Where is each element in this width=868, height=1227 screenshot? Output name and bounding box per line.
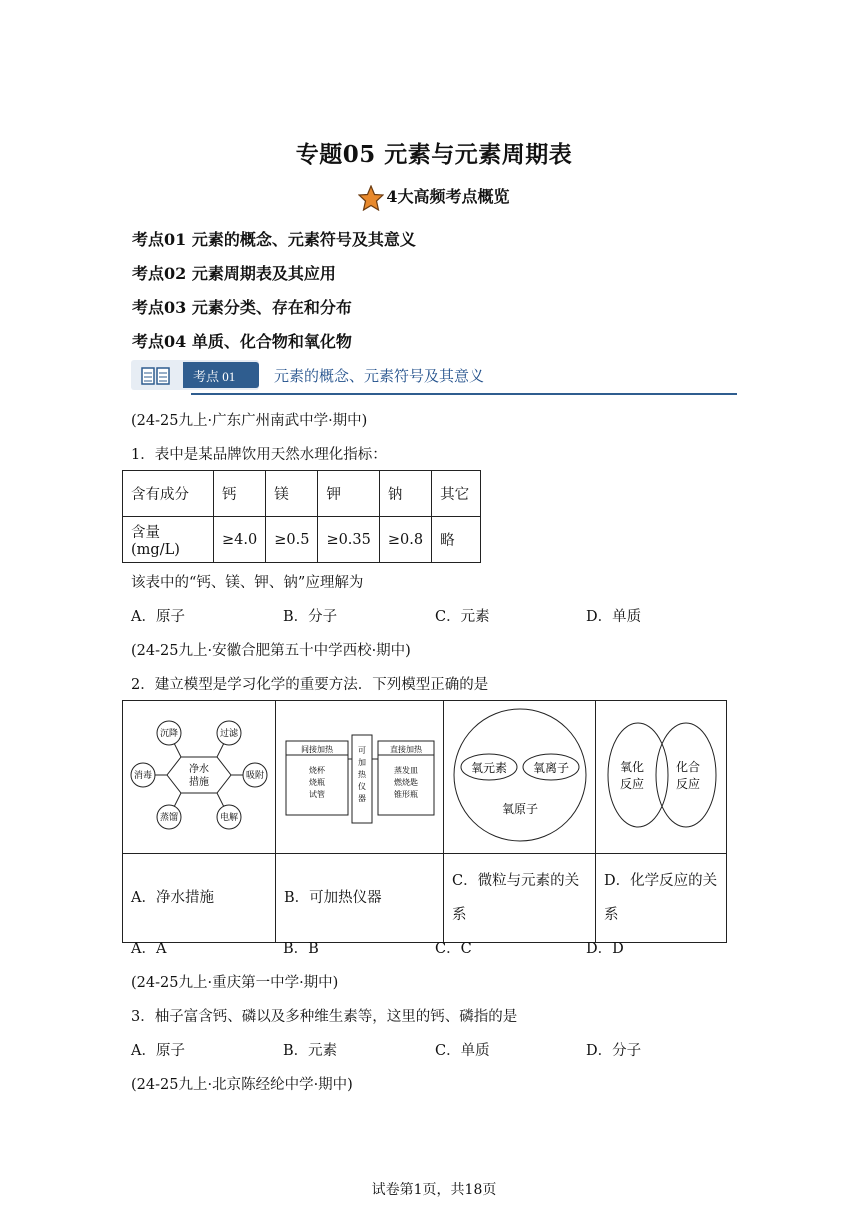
page-footer: 试卷第1页，共18页 <box>371 1182 497 1198</box>
diagram-a-node: 吸附 <box>245 771 265 781</box>
caption-b: B．可加热仪器 <box>276 854 444 943</box>
table-row <box>123 854 727 943</box>
diagram-d-right-1: 化合 <box>675 760 701 774</box>
q3-option-a[interactable]: A．原子 <box>131 1043 185 1059</box>
caption-c: C．微粒与元素的关系 <box>444 854 596 943</box>
diagram-b-right-item-3: 锥形瓶 <box>394 790 418 799</box>
q2-stem: 2．建立模型是学习化学的重要方法．下列模型正确的是 <box>131 677 489 693</box>
diagram-c-left: 氧元素 <box>470 761 508 775</box>
table-cell: 含有成分 <box>123 471 214 517</box>
table-cell: ≥0.8 <box>379 517 431 563</box>
diagram-b-right-item-2: 燃烧匙 <box>394 778 418 787</box>
table-cell: 镁 <box>266 471 318 517</box>
diagram-b-right-item-1: 蒸发皿 <box>394 766 418 775</box>
diagram-d-left-2: 反应 <box>619 777 645 791</box>
q2-option-d[interactable]: D．D <box>586 941 624 957</box>
star-icon <box>358 185 384 211</box>
q1-source: (24-25九上·广东广州南武中学·期中) <box>131 413 368 429</box>
table-cell: 略 <box>432 517 481 563</box>
diagram-a-cell <box>123 701 276 854</box>
kaodian-3: 考点03 元素分类、存在和分布 <box>132 298 352 317</box>
book-icon <box>141 367 171 385</box>
page-title: 专题05 元素与元素周期表 <box>295 141 573 168</box>
diagram-c-cell <box>444 701 596 854</box>
diagram-b-middle-char: 可 <box>358 746 366 755</box>
table-cell: 其它 <box>432 471 481 517</box>
diagram-d-right-2: 反应 <box>675 777 701 791</box>
caption-a: A．净水措施 <box>123 854 276 943</box>
overview-subtitle <box>0 184 868 211</box>
kaodian-2: 考点02 元素周期表及其应用 <box>132 264 336 283</box>
diagram-b-middle-char: 器 <box>358 794 366 803</box>
table-cell: ≥0.5 <box>266 517 318 563</box>
q1-followup: 该表中的“钙、镁、钾、钠”应理解为 <box>131 575 364 591</box>
diagram-d-left-1: 氧化 <box>619 760 645 774</box>
diagram-b-left-item-3: 试管 <box>309 790 325 799</box>
q3-option-b[interactable]: B．元素 <box>283 1043 338 1059</box>
q2-option-a[interactable]: A．A <box>131 941 167 957</box>
diagram-b-cell <box>276 701 444 854</box>
q1-option-a[interactable]: A．原子 <box>131 609 185 625</box>
diagram-c-bottom: 氧原子 <box>501 802 539 816</box>
q2-table <box>122 700 727 943</box>
diagram-b <box>276 701 443 849</box>
q1-table <box>122 470 481 563</box>
diagram-a-center-2: 措施 <box>189 777 209 788</box>
diagram-b-right-title: 直接加热 <box>390 745 422 754</box>
table-row <box>123 701 727 854</box>
q3-option-c[interactable]: C．单质 <box>435 1043 490 1059</box>
banner-heading: 元素的概念、元素符号及其意义 <box>274 367 485 385</box>
diagram-b-left-item-1: 烧杯 <box>309 766 325 775</box>
q1-option-c[interactable]: C．元素 <box>435 609 490 625</box>
table-cell: 钠 <box>379 471 431 517</box>
diagram-b-middle-char: 仪 <box>358 782 366 791</box>
q4-source: (24-25九上·北京陈经纶中学·期中) <box>131 1077 353 1093</box>
diagram-c-right: 氧离子 <box>532 761 570 775</box>
diagram-c <box>444 701 595 849</box>
diagram-a-node: 过滤 <box>219 729 239 739</box>
table-row <box>123 471 481 517</box>
diagram-a-node: 沉降 <box>159 729 179 739</box>
table-cell: 含量(mg/L) <box>123 517 214 563</box>
q1-option-b[interactable]: B．分子 <box>283 609 338 625</box>
diagram-a-node: 消毒 <box>133 771 153 781</box>
banner-tab-label: 考点 01 <box>193 369 236 384</box>
subtitle-text: 4大高频考点概览 <box>386 187 510 206</box>
table-cell: 钙 <box>214 471 266 517</box>
diagram-b-left-title: 间接加热 <box>301 745 333 754</box>
diagram-a-center-1: 净水 <box>189 764 209 775</box>
kaodian-4: 考点04 单质、化合物和氧化物 <box>132 332 352 351</box>
q3-option-d[interactable]: D．分子 <box>586 1043 642 1059</box>
banner-rule <box>191 393 737 395</box>
q3-stem: 3．柚子富含钙、磷以及多种维生素等，这里的钙、磷指的是 <box>131 1009 518 1025</box>
q2-option-c[interactable]: C．C <box>435 941 472 957</box>
diagram-a-node: 蒸馏 <box>159 813 179 823</box>
table-cell: 钾 <box>318 471 379 517</box>
q2-source: (24-25九上·安徽合肥第五十中学西校·期中) <box>131 643 411 659</box>
diagram-a <box>123 701 275 849</box>
q2-option-b[interactable]: B．B <box>283 941 319 957</box>
diagram-b-left-item-2: 烧瓶 <box>309 778 325 787</box>
q3-source: (24-25九上·重庆第一中学·期中) <box>131 975 339 991</box>
caption-d: D．化学反应的关系 <box>596 854 727 943</box>
section-banner <box>131 360 737 396</box>
diagram-a-node: 电解 <box>219 813 239 823</box>
diagram-d-cell <box>596 701 727 854</box>
table-cell: ≥4.0 <box>214 517 266 563</box>
kaodian-1: 考点01 元素的概念、元素符号及其意义 <box>132 230 416 249</box>
diagram-b-middle-char: 热 <box>358 770 366 779</box>
table-cell: ≥0.35 <box>318 517 379 563</box>
q1-stem: 1．表中是某品牌饮用天然水理化指标： <box>131 447 387 463</box>
diagram-d <box>596 701 726 849</box>
table-row <box>123 517 481 563</box>
q1-option-d[interactable]: D．单质 <box>586 609 642 625</box>
diagram-b-middle-char: 加 <box>358 758 366 767</box>
